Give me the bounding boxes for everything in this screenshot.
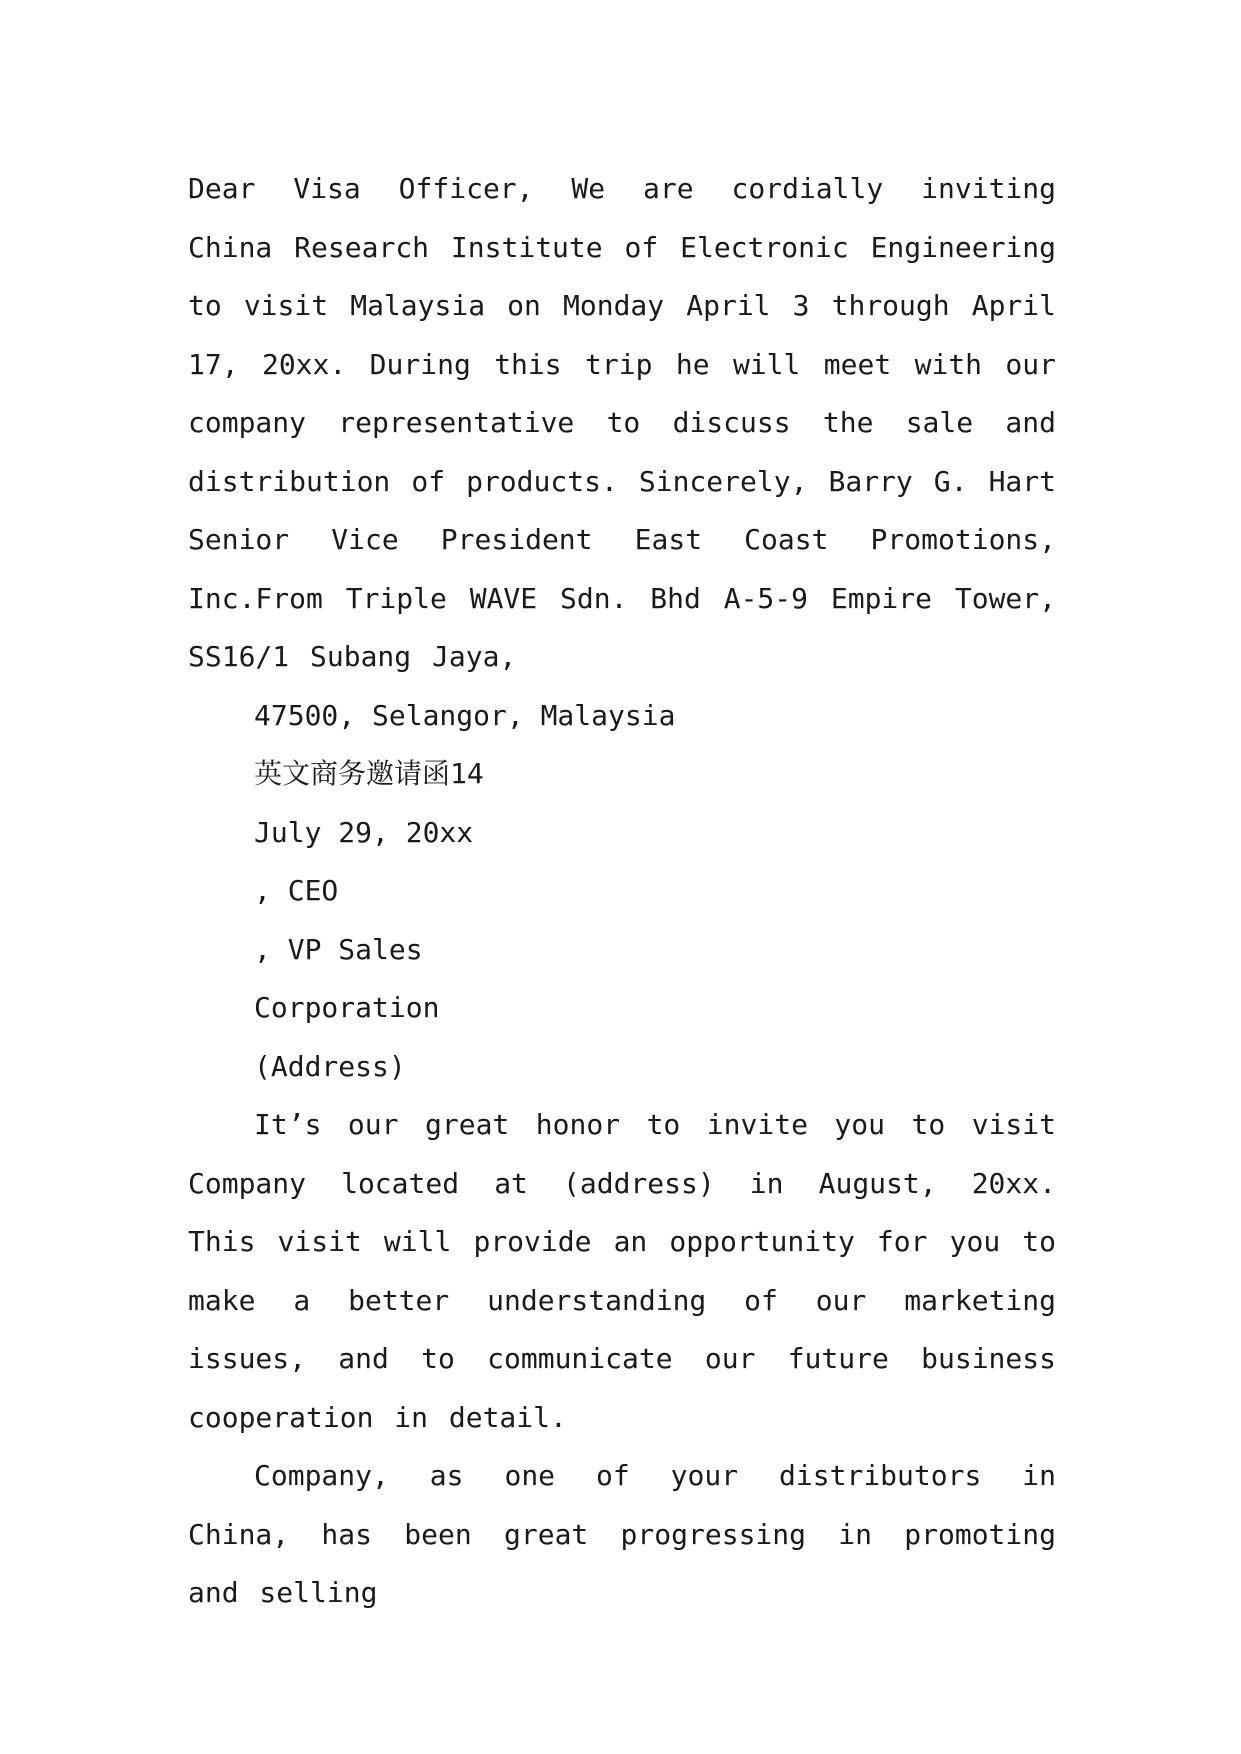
address-line: 47500, Selangor, Malaysia <box>254 698 676 732</box>
distributor-paragraph: Company, as one of your distributors in China, has been great progressing in promoting and selling <box>188 1459 1056 1609</box>
letter-heading: 英文商务邀请函14 <box>254 757 484 790</box>
recipient-vp-sales: , VP Sales <box>254 932 423 966</box>
recipient-company: Corporation <box>254 991 440 1024</box>
document-page <box>188 160 1056 1623</box>
visa-letter-paragraph: Dear Visa Officer, We are cordially inviting China Research Institute of Electronic Engineering to visit Malaysia on Monday April 3 through April 17, 20xx. During this trip he will meet with our company representative to discuss the sale and distribution of products. Sincerely, Barry G. Hart Senior Vice President East Coast Promotions, Inc.From Triple WAVE Sdn. Bhd A-5-9 Empire Tower, SS16/1 Subang Jaya, <box>188 172 1056 673</box>
recipient-address: (Address) <box>254 1049 406 1083</box>
recipient-ceo: , CEO <box>254 874 339 907</box>
letter-date: July 29, 20xx <box>254 815 474 849</box>
invitation-paragraph: It’s our great honor to invite you to visit Company located at (address) in August, 20xx. This visit will provide an opportunity for you to make a better understanding of our marketing issues, and to communicate our future business cooperation in detail. <box>188 1108 1056 1434</box>
